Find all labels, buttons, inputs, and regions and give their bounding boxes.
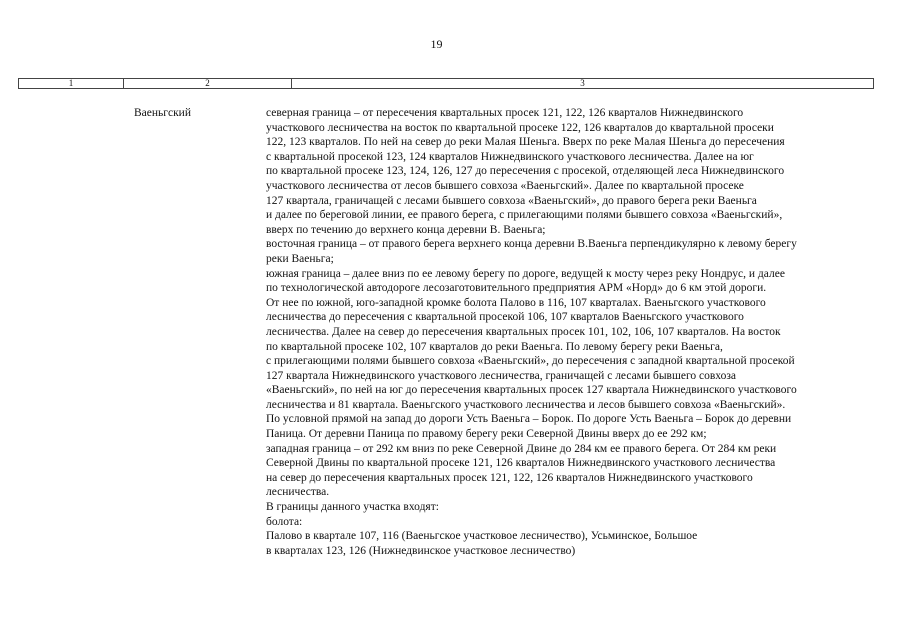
- text-line: В границы данного участка входят:: [266, 501, 439, 514]
- text-line: по квартальной просеке 123, 124, 126, 127 до пересечения с просекой, отделяющей леса Нижнедвинского: [266, 165, 785, 178]
- text-line: лесничества.: [266, 486, 330, 499]
- text-line: в кварталах 123, 126 (Нижнедвинское участковое лесничество): [266, 544, 576, 557]
- boundary-description: [266, 106, 874, 558]
- text-line: западная граница – от 292 км вниз по реке Северной Двине до 284 км ее правого берега. От 284 км реки: [266, 442, 777, 455]
- text-line: Паница. От деревни Паница по правому берегу реки Северной Двины вверх до ее 292 км;: [266, 428, 707, 441]
- text-line: Палово в квартале 107, 116 (Ваеньгское участковое лесничество), Усьминское, Большое: [266, 530, 698, 543]
- text-line: 122, 123 кварталов. По ней на север до реки Малая Шеньга. Вверх по реке Малая Шеньга до пересечения: [266, 136, 785, 149]
- column-number-header: [18, 78, 874, 89]
- column-number-1: 1: [19, 79, 124, 88]
- text-line: лесничества и 81 квартала. Ваеньгского участкового лесничества и лесов бывшего совхоза «Ваеньгский».: [266, 398, 786, 411]
- text-line: болота:: [266, 515, 303, 528]
- text-line: восточная граница – от правого берега верхнего конца деревни В.Ваеньга перпендикулярно к левому берегу: [266, 238, 797, 251]
- column-number-3: 3: [580, 78, 585, 88]
- text-line: лесничества. Далее на север до пересечения квартальных просек 101, 102, 106, 107 кварталов. На восток: [266, 325, 781, 338]
- text-line: с прилегающими полями бывшего совхоза «Ваеньгский», до пересечения с западной квартальной просекой: [266, 355, 795, 368]
- text-line: Северной Двины по квартальной просеке 121, 126 кварталов Нижнедвинского участкового лесничества: [266, 457, 776, 470]
- text-line: южная граница – далее вниз по ее левому берегу по дороге, ведущей к мосту через реку Нондрус, и далее: [266, 267, 785, 280]
- text-line: «Ваеньгский», по ней на юг до пересечения квартальных просек 127 квартала Нижнедвинского участкового: [266, 384, 797, 397]
- district-name: Ваеньгский: [134, 107, 191, 119]
- text-line: 127 квартала, граничащей с лесами бывшего совхоза «Ваеньгский», до правого берега реки Ваеньга: [266, 194, 757, 207]
- page-number: 19: [430, 37, 443, 51]
- column-number-2: 2: [124, 79, 292, 88]
- text-line: на север до пересечения квартальных просек 121, 122, 126 кварталов Нижнедвинского участкового: [266, 471, 753, 484]
- text-line: вверх по течению до верхнего конца деревни В. Ваеньга;: [266, 223, 546, 236]
- text-line: по технологической автодороге лесозаготовительного предприятия АРМ «Норд» до 6 км этой дороги.: [266, 282, 767, 295]
- text-line: участкового лесничества от лесов бывшего совхоза «Ваеньгский». Далее по квартальной просеке: [266, 179, 744, 192]
- text-line: по квартальной просеке 102, 107 кварталов до реки Ваеньга. По левому берегу реки Ваеньга,: [266, 340, 723, 353]
- text-line: По условной прямой на запад до дороги Усть Ваеньга – Борок. По дороге Усть Ваеньга – Борок до деревни: [266, 413, 792, 426]
- text-line: и далее по береговой линии, ее правого берега, с прилегающими полями бывшего совхоза «Ваеньгский»,: [266, 209, 783, 222]
- text-line: реки Ваеньга;: [266, 252, 334, 265]
- text-line: От нее по южной, юго-западной кромке болота Палово в 116, 107 кварталах. Ваеньгского участкового: [266, 296, 766, 309]
- text-line: участкового лесничества на восток по квартальной просеке 122, 126 кварталов до квартальной просеки: [266, 121, 774, 134]
- text-line: лесничества до пересечения с квартальной просекой 106, 107 кварталов Ваеньгского участкового: [266, 311, 744, 324]
- text-line: с квартальной просекой 123, 124 кварталов Нижнедвинского участкового лесничества. Далее на юг: [266, 150, 754, 163]
- text-line: северная граница – от пересечения квартальных просек 121, 122, 126 кварталов Нижнедвинского: [266, 107, 744, 119]
- text-line: 127 квартала Нижнедвинского участкового лесничества, граничащей с лесами бывшего совхоза: [266, 369, 736, 382]
